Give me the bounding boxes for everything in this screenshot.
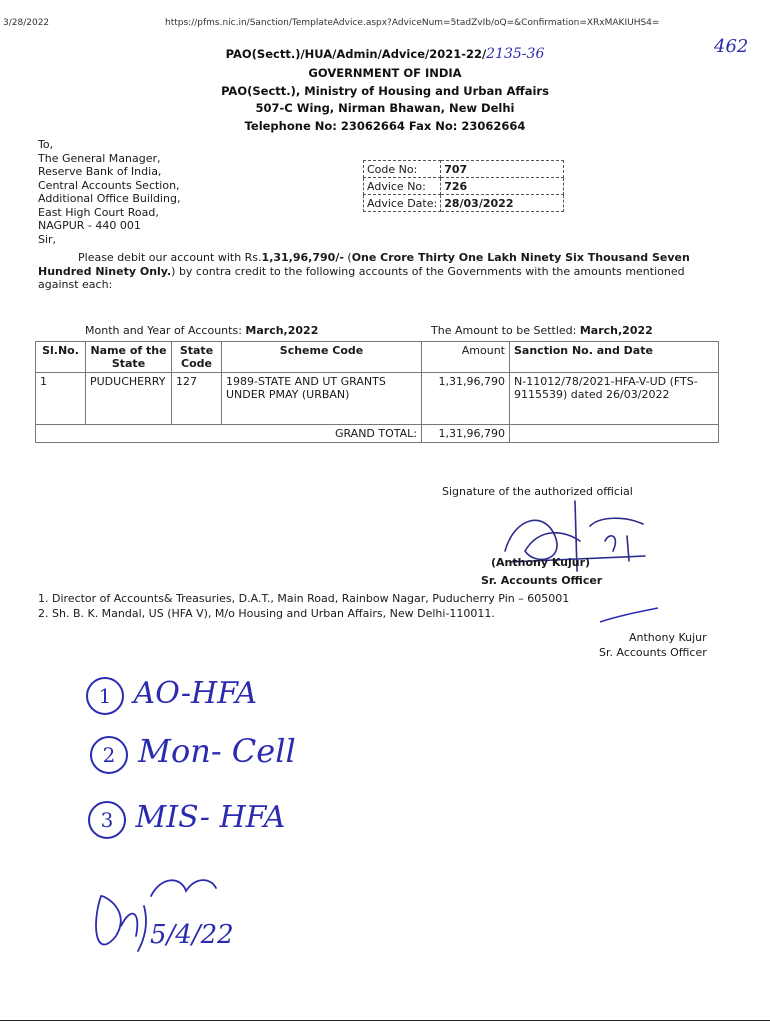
advice-date-value: 28/03/2022 bbox=[441, 195, 564, 212]
copy-to-1: 1. Director of Accounts& Treasuries, D.A.T., Main Road, Rainbow Nagar, Puducherry Pin – 605001 bbox=[38, 592, 570, 605]
month-year-value: March,2022 bbox=[245, 324, 319, 337]
note-number-circle: 3 bbox=[88, 801, 126, 839]
closing-name: Anthony Kujur bbox=[629, 631, 707, 644]
body-paragraph bbox=[38, 251, 728, 292]
code-label: Code No: bbox=[364, 161, 441, 178]
to-label: To, bbox=[38, 138, 54, 151]
col-header: Amount bbox=[422, 342, 510, 373]
handwritten-page-number: 462 bbox=[714, 36, 749, 57]
note-text: Mon- Cell bbox=[138, 732, 296, 770]
addressee-line: The General Manager, bbox=[38, 151, 161, 165]
advice-date-row bbox=[364, 195, 564, 212]
office-name: PAO(Sectt.), Ministry of Housing and Urban Affairs bbox=[221, 84, 549, 98]
advice-value: 726 bbox=[441, 178, 564, 195]
addressee-line: East High Court Road, bbox=[38, 205, 159, 219]
handwritten-note-3 bbox=[88, 800, 285, 839]
handwritten-date: 5/4/22 bbox=[150, 920, 234, 950]
code-value: 707 bbox=[441, 161, 564, 178]
col-header: State Code bbox=[172, 342, 222, 373]
month-year-of-accounts bbox=[85, 324, 318, 337]
addressee-line: NAGPUR - 440 001 bbox=[38, 219, 141, 232]
office-telephone: Telephone No: 23062664 Fax No: 23062664 bbox=[244, 119, 526, 133]
body-text-2: ( bbox=[343, 251, 352, 264]
grand-total-label: GRAND TOTAL: bbox=[36, 425, 422, 443]
signature-caption: Signature of the authorized official bbox=[442, 485, 633, 498]
cell-amount: 1,31,96,790 bbox=[422, 373, 510, 425]
note-number-circle: 2 bbox=[90, 736, 128, 774]
col-header: Scheme Code bbox=[222, 342, 422, 373]
body-text-1: Please debit our account with Rs. bbox=[78, 251, 262, 264]
page-bottom-rule bbox=[0, 1020, 770, 1021]
addressee-line: Reserve Bank of India, bbox=[38, 165, 162, 178]
copy-to-2: 2. Sh. B. K. Mandal, US (HFA V), M/o Housing and Urban Affairs, New Delhi-110011. bbox=[38, 607, 495, 620]
signatory-name: (Anthony Kujur) bbox=[491, 556, 591, 569]
closing-designation: Sr. Accounts Officer bbox=[599, 646, 707, 659]
government-title: GOVERNMENT OF INDIA bbox=[308, 66, 462, 80]
reference-handwritten: 2135-36 bbox=[486, 46, 545, 62]
note-text: AO-HFA bbox=[133, 676, 258, 711]
debit-amount: 1,31,96,790/- bbox=[261, 251, 344, 264]
cell-state-code: 127 bbox=[172, 373, 222, 425]
handwritten-note-2 bbox=[90, 732, 296, 774]
code-row bbox=[364, 161, 564, 178]
amount-to-be-settled bbox=[431, 324, 653, 337]
code-box bbox=[363, 160, 564, 212]
grand-total-row bbox=[36, 425, 719, 443]
cell-sanction: N-11012/78/2021-HFA-V-UD (FTS-9115539) dated 26/03/2022 bbox=[510, 373, 719, 425]
cell-scheme-code: 1989-STATE AND UT GRANTS UNDER PMAY (URBAN) bbox=[222, 373, 422, 425]
initials-scrawl bbox=[86, 866, 226, 966]
table-row bbox=[36, 373, 719, 425]
table-header-row bbox=[36, 342, 719, 373]
col-header: Sanction No. and Date bbox=[510, 342, 719, 373]
accounts-table bbox=[35, 341, 719, 443]
grand-total-blank bbox=[510, 425, 719, 443]
reference-number bbox=[0, 46, 770, 62]
advice-row bbox=[364, 178, 564, 195]
cell-sl-no: 1 bbox=[36, 373, 86, 425]
settle-label: The Amount to be Settled: bbox=[431, 324, 580, 337]
col-header: Name of the State bbox=[86, 342, 172, 373]
note-number-circle: 1 bbox=[86, 677, 124, 715]
addressee-line: Additional Office Building, bbox=[38, 192, 181, 205]
signatory-designation: Sr. Accounts Officer bbox=[481, 574, 603, 587]
print-url: https://pfms.nic.in/Sanction/TemplateAdvice.aspx?AdviceNum=5tadZvIb/oQ=&Confirmation=XRxMAKIUHS4= bbox=[165, 18, 660, 28]
addressee-block bbox=[38, 138, 180, 246]
col-header: Sl.No. bbox=[36, 342, 86, 373]
handwritten-tick bbox=[598, 606, 660, 626]
office-address: 507-C Wing, Nirman Bhawan, New Delhi bbox=[255, 101, 515, 115]
month-year-label: Month and Year of Accounts: bbox=[85, 324, 246, 337]
note-text: MIS- HFA bbox=[135, 800, 286, 835]
advice-date-label: Advice Date: bbox=[364, 195, 441, 212]
addressee-line: Central Accounts Section, bbox=[38, 178, 180, 192]
grand-total-value: 1,31,96,790 bbox=[422, 425, 510, 443]
cell-state-name: PUDUCHERRY bbox=[86, 373, 172, 425]
print-date: 3/28/2022 bbox=[3, 18, 50, 28]
body-text-3: ) by contra credit to the following accounts of the Governments with the amounts mentioned against each: bbox=[38, 264, 685, 292]
salutation: Sir, bbox=[38, 232, 57, 246]
handwritten-note-1 bbox=[86, 676, 257, 715]
amount-in-words: One Crore Thirty One Lakh Ninety Six Thousand Seven Hundred Ninety Only. bbox=[38, 251, 690, 278]
reference-printed: PAO(Sectt.)/HUA/Admin/Advice/2021-22/ bbox=[225, 47, 487, 61]
settle-value: March,2022 bbox=[579, 324, 653, 337]
advice-label: Advice No: bbox=[364, 178, 441, 195]
